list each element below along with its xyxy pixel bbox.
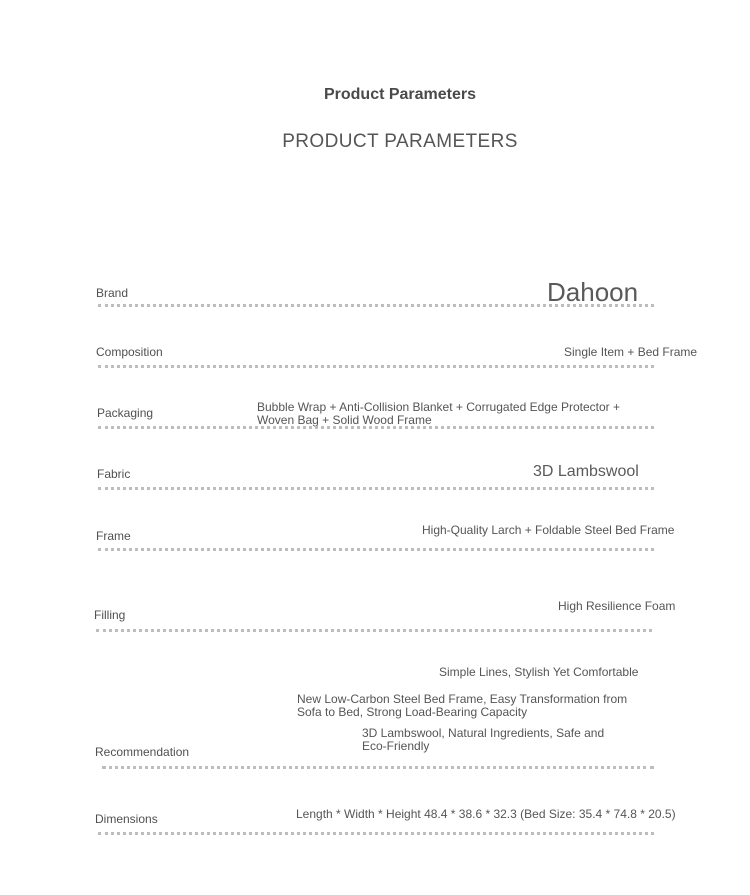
recommendation-item: Simple Lines, Stylish Yet Comfortable — [439, 665, 639, 679]
param-label-packaging: Packaging — [97, 406, 154, 420]
recommendation-item: 3D Lambswool, Natural Ingredients, Safe and — [362, 726, 605, 740]
recommendation-item: Eco-Friendly — [362, 739, 430, 753]
param-value-composition: Single Item + Bed Frame — [564, 345, 698, 359]
param-label-brand: Brand — [96, 286, 129, 300]
param-value-packaging-line1: Bubble Wrap + Anti-Collision Blanket + Corrugated Edge Protector + — [257, 400, 620, 414]
divider — [98, 304, 654, 307]
param-label-frame: Frame — [96, 529, 131, 543]
divider — [98, 426, 654, 429]
page-title: Product Parameters — [323, 86, 477, 103]
param-value-packaging-line2: Woven Bag + Solid Wood Frame — [257, 413, 432, 427]
divider — [96, 629, 652, 632]
param-label-recommendation: Recommendation — [95, 745, 190, 759]
param-value-filling: High Resilience Foam — [558, 599, 676, 613]
param-value-frame: High-Quality Larch + Foldable Steel Bed Frame — [422, 523, 675, 537]
param-value-brand: Dahoon — [547, 277, 639, 307]
recommendation-item: New Low-Carbon Steel Bed Frame, Easy Transformation from — [297, 692, 628, 706]
param-value-dimensions: Length * Width * Height 48.4 * 38.6 * 32.3 (Bed Size: 35.4 * 74.8 * 20.5) — [296, 807, 676, 821]
recommendation-item: Sofa to Bed, Strong Load-Bearing Capacity — [297, 705, 528, 719]
divider — [98, 365, 654, 368]
param-label-filling: Filling — [94, 608, 126, 622]
param-label-composition: Composition — [96, 345, 163, 359]
divider — [98, 548, 654, 551]
param-label-fabric: Fabric — [97, 467, 131, 481]
page-subtitle: PRODUCT PARAMETERS — [282, 131, 518, 152]
divider — [102, 766, 654, 769]
divider — [98, 832, 654, 835]
param-label-dimensions: Dimensions — [95, 812, 158, 826]
divider — [98, 487, 654, 490]
param-value-fabric: 3D Lambswool — [533, 463, 639, 480]
